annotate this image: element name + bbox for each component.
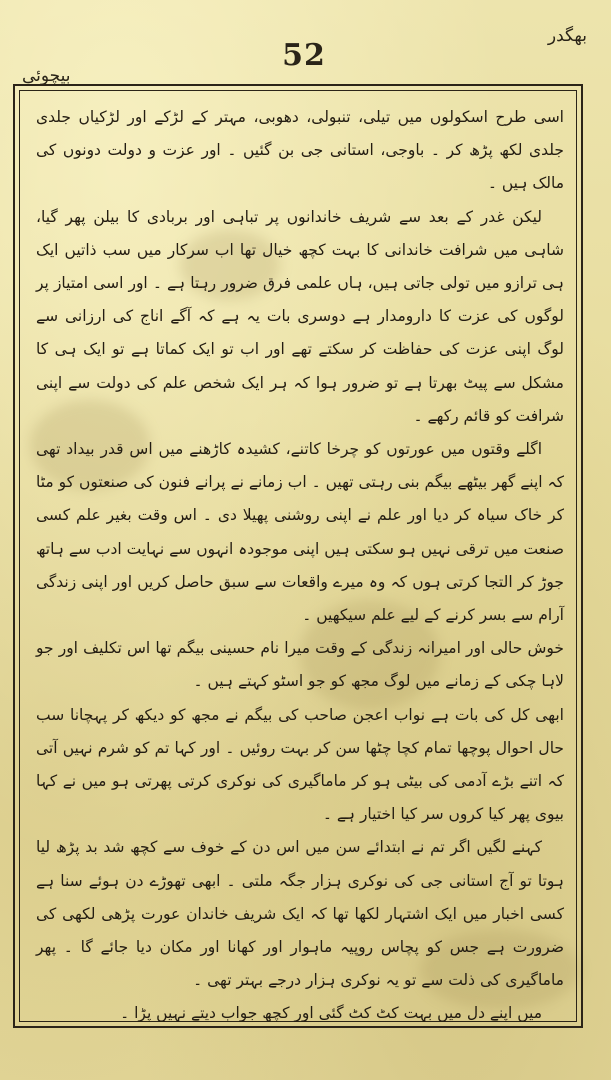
paragraph-1: اسی طرح اسکولوں میں تیلی، تنبولی، دھوبی، مہتر کے لڑکے اور لڑکیاں جلدی جلدی لکھ پڑھ کر ۔ باوجی، استانی جی بن گئیں ۔ اور عزت و دولت دونوں کی مالک ہیں ۔ [36, 108, 564, 193]
author-name: بیچوئی [22, 66, 71, 86]
paragraph-7: میں اپنے دل میں بہت کٹ کٹ گئی اور کچھ جواب دیتے نہیں پڑا ۔ [120, 1004, 542, 1023]
paragraph-6: کہنے لگیں اگر تم نے ابتدائے سن میں اس دن کے خوف سے کچھ شد بد پڑھ لیا ہوتا تو آج استانی جی کی نوکری ہزار جگہ ملتی ۔ ابھی تھوڑے دن ہوئے سنا ہے کسی اخبار میں ایک اشتہار لکھا تھا کہ ایک شریف خاندان عورت پڑھی لکھی کی ضرورت ہے جس کو پچاس روپیہ ماہوار اور کھانا اور مکان دیا جائے گا ۔ پھر ماماگیری کی ذلت سے تو یہ نوکری ہزار درجے بہتر تھی ۔ [36, 838, 564, 990]
page-number: 52 [282, 38, 326, 73]
page-header [18, 26, 593, 86]
text-frame-inner [19, 90, 577, 1022]
running-title: بھگدر [547, 26, 587, 46]
paragraph-3: اگلے وقتوں میں عورتوں کو چرخا کاتنے، کشیدہ کاڑھنے میں اس قدر بیداد تھی کہ اپنے گھر بیٹھے بیگم بنی رہتی تھیں ۔ اب زمانے نے پرانے فنون کی صنعتوں کو مٹا کر خاک سیاہ کر دیا اور علم نے اپنی روشنی پھیلا دی ۔ اس وقت بغیر علم کسی صنعت میں ترقی نہیں ہو سکتی ہیں اپنی موجودہ انہوں سے نہایت ادب سے ہاتھ جوڑ کر التجا کرتی ہوں کہ وہ میرے واقعات سے سبق حاصل کریں اور اپنی زندگی آرام سے بسر کرنے کے لیے علم سیکھیں ۔ [36, 440, 564, 625]
paragraph-5: ابھی کل کی بات ہے نواب اعجن صاحب کی بیگم نے مجھ کو دیکھ کر پہچانا سب حال احوال پوچھا تمام کچا چٹھا سن کر بہت روئیں ۔ اور کہا تم کو شرم نہیں آتی کہ اتنے بڑے آدمی کی بیٹی ہو کر ماماگیری کی نوکری کرتی پھرتی ہو میں نے کہا بیوی پھر کیا کروں سر کیا اختیار ہے ۔ [36, 705, 564, 824]
paragraph-2: لیکن غدر کے بعد سے شریف خاندانوں پر تباہی اور بربادی کا بیلن پھر گیا، شاہی میں شرافت خاندانی کا بہت کچھ خیال تھا اب سرکار میں سب ذاتیں ایک ہی ترازو میں تولی جاتی ہیں، ہاں علمی فرق ضرور رہتا ہے ۔ اور اسی امتیاز پر لوگوں کی عزت کا دارومدار ہے دوسری بات یہ ہے کہ آگے اناج کی ارزانی سے لوگ اپنی عزت کی حفاظت کر سکتے تھے اور اب تو ایک کماتا ہے تو ایک ہی کا مشکل سے پیٹ بھرتا ہے تو ضرور ہوا کہ ہر ایک شخص علم کی دولت سے اپنی شرافت کو قائم رکھے ۔ [36, 207, 564, 425]
body-text [36, 101, 564, 1031]
paragraph-4: خوش حالی اور امیرانہ زندگی کے وقت میرا نام حسینی بیگم تھا اس تکلیف اور جو لاہا چکی کے زمانے میں لوگ مجھ کو جو اسٹو کہتے ہیں ۔ [36, 639, 564, 691]
text-frame [13, 84, 583, 1028]
